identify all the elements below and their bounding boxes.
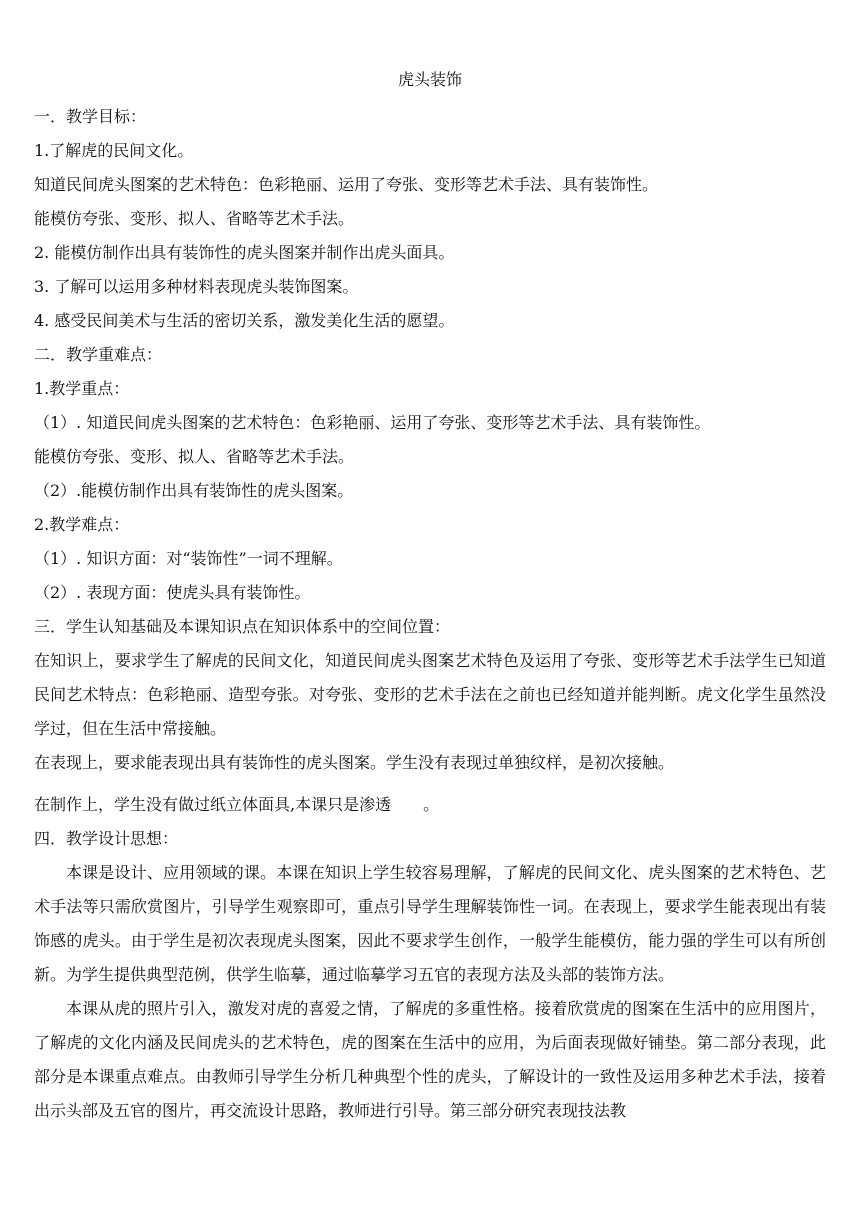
- goal-2: 2. 能模仿制作出具有装饰性的虎头图案并制作出虎头面具。: [34, 243, 455, 262]
- goal-4: 4. 感受民间美术与生活的密切关系，激发美化生活的愿望。: [34, 311, 455, 330]
- heading-design-thinking: 四．教学设计思想：: [34, 829, 179, 848]
- subheading-key-points: 1.教学重点：: [34, 379, 130, 398]
- difficult-point-1: （1）. 知识方面：对“装饰性”一词不理解。: [34, 549, 343, 568]
- heading-teaching-goals: 一．教学目标：: [34, 107, 147, 126]
- heading-student-basis: 三．学生认知基础及本课知识点在知识体系中的空间位置：: [34, 617, 451, 636]
- paragraph-expression: 在表现上，要求能表现出具有装饰性的虎头图案。学生没有表现过单独纹样，是初次接触。: [34, 753, 675, 772]
- goal-3: 3. 了解可以运用多种材料表现虎头装饰图案。: [34, 277, 359, 296]
- key-point-1-detail: 能模仿夸张、变形、拟人、省略等艺术手法。: [34, 447, 355, 466]
- key-point-1: （1）. 知道民间虎头图案的艺术特色：色彩艳丽、运用了夸张、变形等艺术手法、具有装饰性。: [34, 413, 711, 432]
- paragraph-design-2: 本课从虎的照片引入，激发对虎的喜爱之情，了解虎的多重性格。接着欣赏虎的图案在生活中的应用图片，了解虎的文化内涵及民间虎头的艺术特色，虎的图案在生活中的应用，为后面表现做好铺垫。第二部分表现，此部分是本课重点难点。由教师引导学生分析几种典型个性的虎头，了解设计的一致性及运用多种艺术手法，接着出示头部及五官的图片，再交流设计思路，教师进行引导。第三部分研究表现技法教: [34, 999, 826, 1120]
- paragraph-design-1: 本课是设计、应用领域的课。本课在知识上学生较容易理解，了解虎的民间文化、虎头图案的艺术特色、艺术手法等只需欣赏图片，引导学生观察即可，重点引导学生理解装饰性一词。在表现上，要求学生能表现出有装饰感的虎头。由于学生是初次表现虎头图案，因此不要求学生创作，一般学生能模仿，能力强的学生可以有所创新。为学生提供典型范例，供学生临摹，通过临摹学习五官的表现方法及头部的装饰方法。: [34, 863, 826, 984]
- goal-1-detail-b: 能模仿夸张、变形、拟人、省略等艺术手法。: [34, 209, 355, 228]
- goal-1: 1.了解虎的民间文化。: [34, 141, 194, 160]
- paragraph-making: 在制作上，学生没有做过纸立体面具,本课只是渗透 。: [34, 795, 440, 814]
- goal-1-detail-a: 知道民间虎头图案的艺术特色：色彩艳丽、运用了夸张、变形等艺术手法、具有装饰性。: [34, 175, 659, 194]
- heading-key-difficult-points: 二．教学重难点：: [34, 345, 163, 364]
- spacer: [34, 780, 826, 788]
- key-point-2: （2）.能模仿制作出具有装饰性的虎头图案。: [34, 481, 354, 500]
- document-title: 虎头装饰: [397, 70, 462, 89]
- document-body: [34, 100, 826, 1128]
- difficult-point-2: （2）. 表现方面：使虎头具有装饰性。: [34, 583, 311, 602]
- subheading-difficult-points: 2.教学难点：: [34, 515, 130, 534]
- paragraph-knowledge: 在知识上，要求学生了解虎的民间文化，知道民间虎头图案艺术特色及运用了夸张、变形等艺术手法学生已知道民间艺术特点：色彩艳丽、造型夸张。对夸张、变形的艺术手法在之前也已经知道并能判断。虎文化学生虽然没学过，但在生活中常接触。: [34, 651, 826, 738]
